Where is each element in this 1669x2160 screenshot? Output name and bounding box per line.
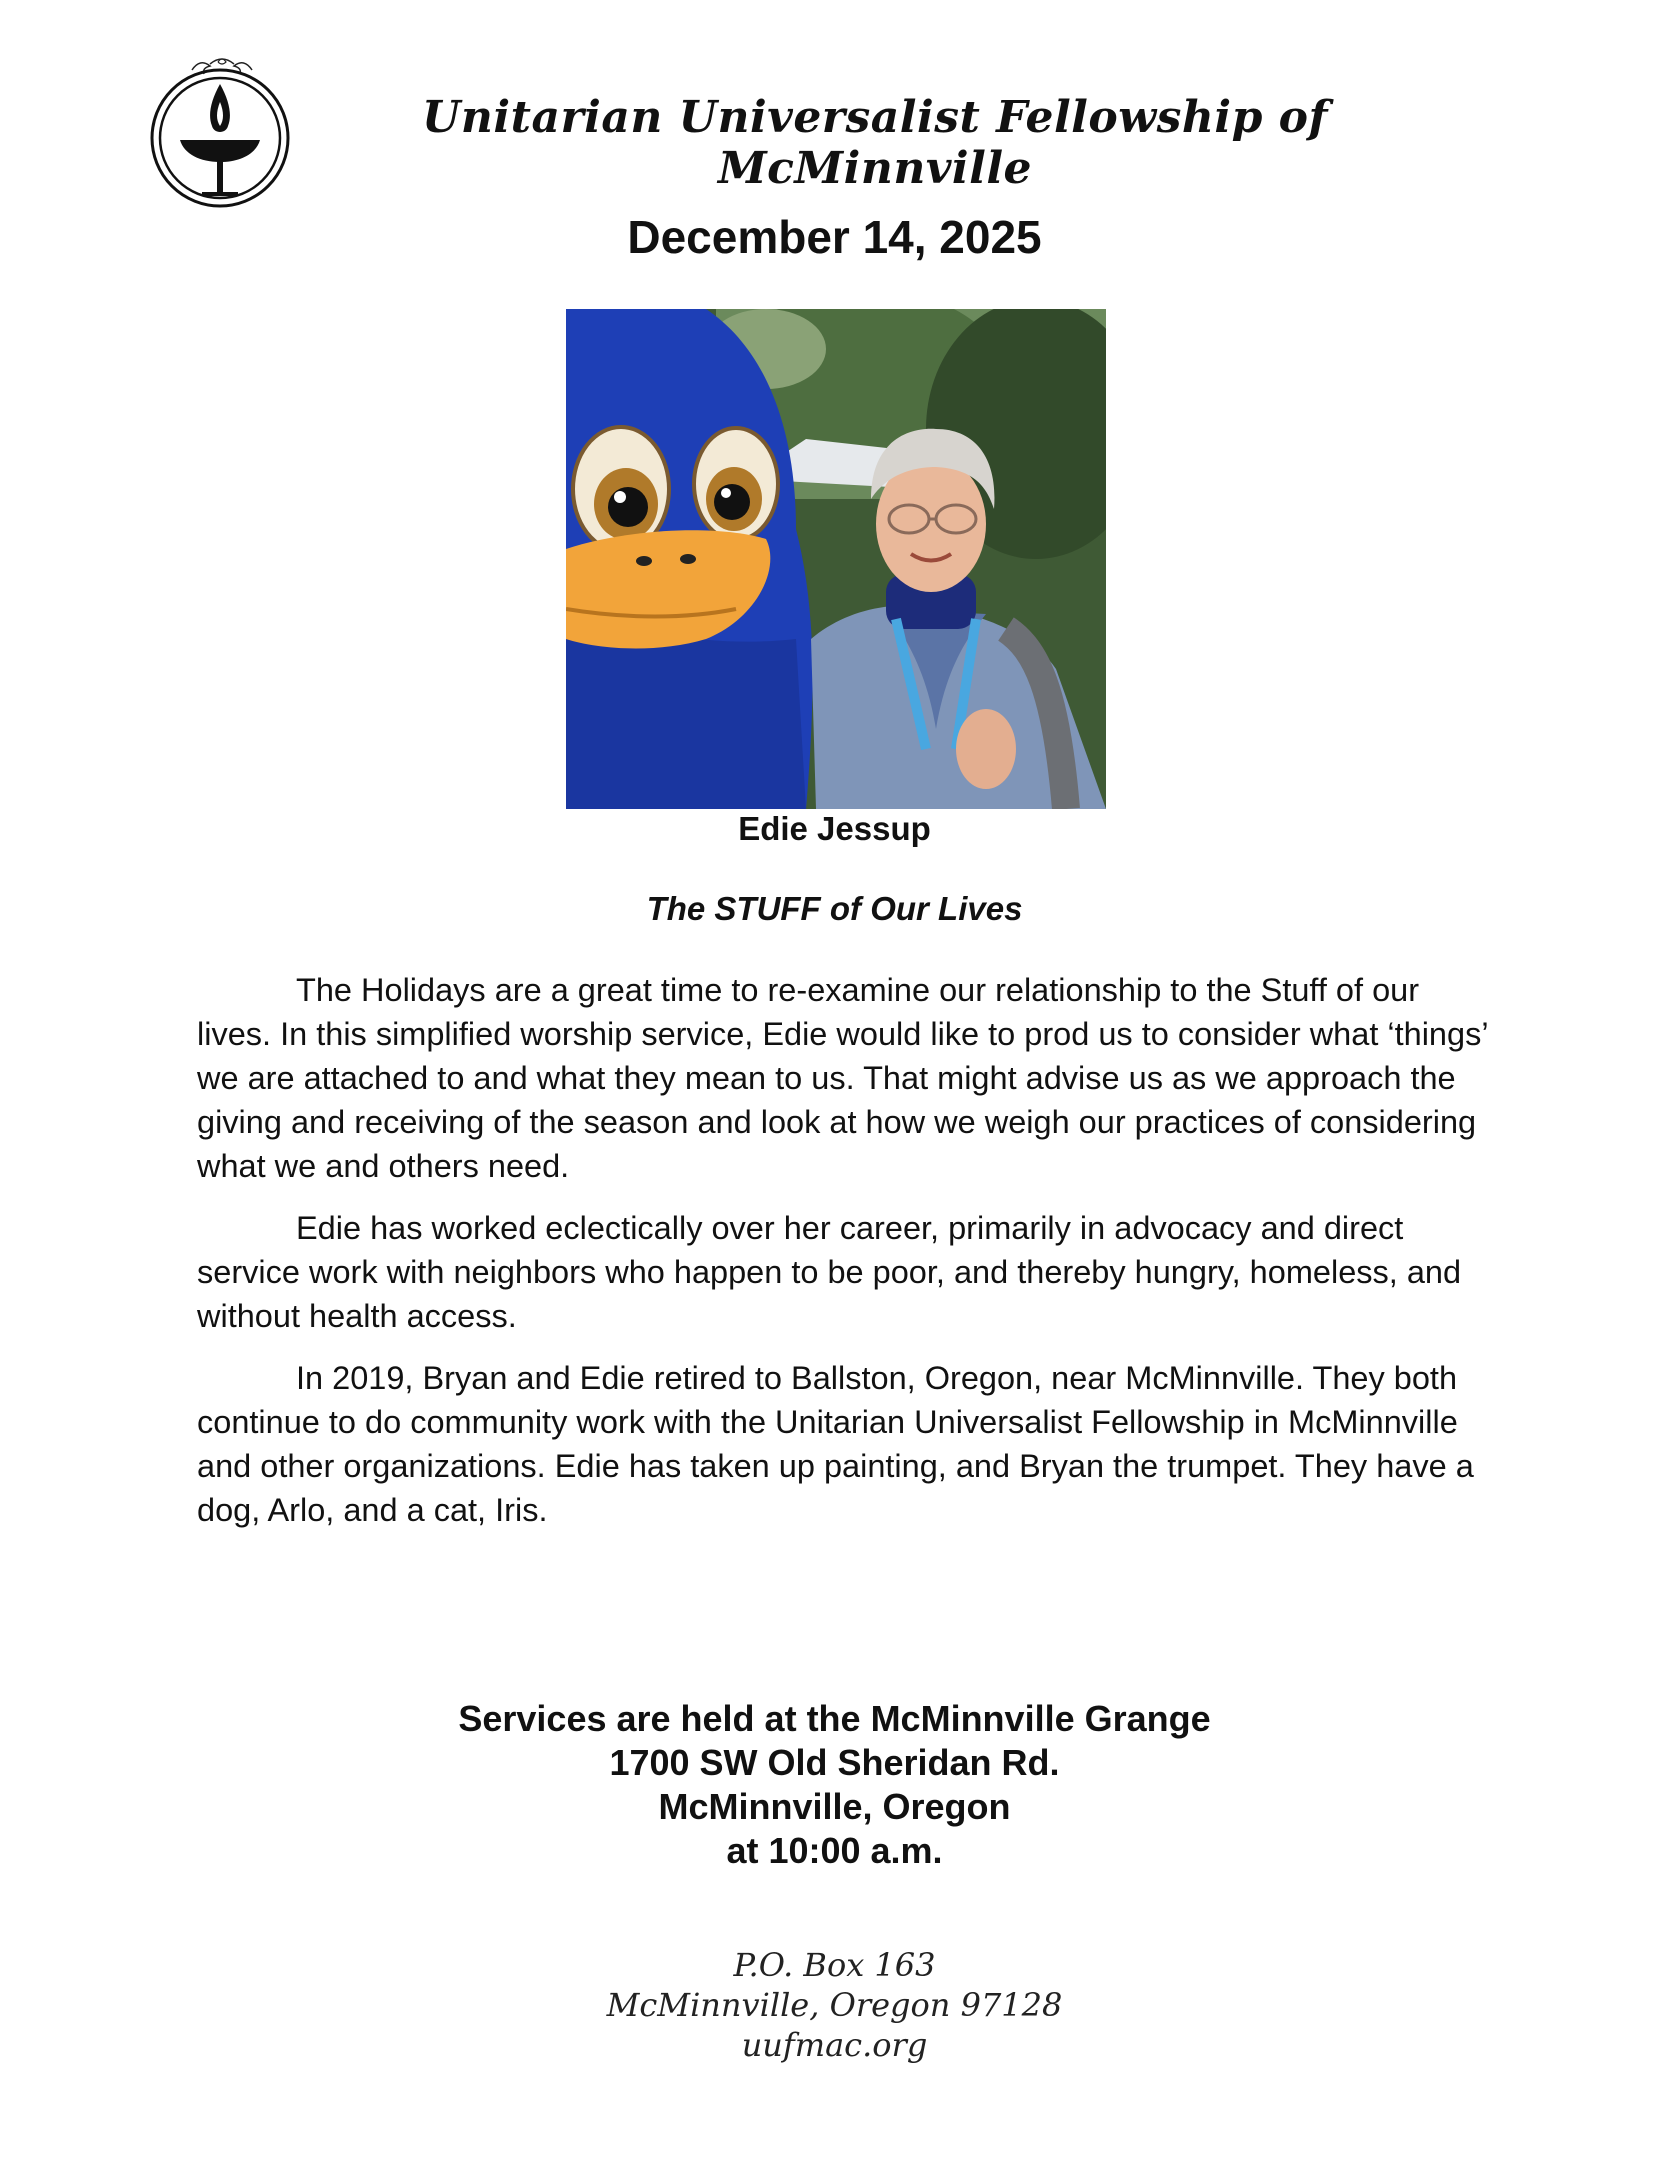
location-address: 1700 SW Old Sheridan Rd. xyxy=(609,1742,1060,1783)
organization-name: Unitarian Universalist Fellowship of McMinnville xyxy=(422,92,1328,194)
paragraph: In 2019, Bryan and Edie retired to Ballston, Oregon, near McMinnville. They both continue to do community work with the Unitarian Universalist Fellowship in McMinnville and other organizations. Edie has taken up painting, and Bryan the trumpet. They have a dog, Arlo, and a cat, Iris. xyxy=(197,1360,1474,1528)
service-time: at 10:00 a.m. xyxy=(726,1830,943,1871)
speaker-photo xyxy=(566,309,1106,809)
location-city: McMinnville, Oregon xyxy=(658,1786,1011,1827)
speaker-name: Edie Jessup xyxy=(738,810,931,847)
paragraph: Edie has worked eclectically over her career, primarily in advocacy and direct service work with neighbors who happen to be poor, and thereby hungry, homeless, and without health access. xyxy=(197,1210,1462,1334)
po-box: P.O. Box 163 xyxy=(733,1946,936,1984)
website-link[interactable]: uufmac.org xyxy=(741,2026,928,2064)
paragraph: The Holidays are a great time to re-examine our relationship to the Stuff of our lives. In this simplified worship service, Edie would like to prod us to consider what ‘things’ we are attached to and what they mean to us. That might advise us as we approach the giving and receiving of the season and look at how we weigh our practices of considering what we and others need. xyxy=(197,972,1488,1184)
location-line: Services are held at the McMinnville Grange xyxy=(458,1698,1211,1739)
flaming-chalice-icon xyxy=(140,50,305,210)
service-date: December 14, 2025 xyxy=(627,211,1042,263)
mailing-address xyxy=(0,1945,1669,2065)
sermon-description xyxy=(197,968,1497,1550)
sermon-title: The STUFF of Our Lives xyxy=(646,890,1023,927)
city-zip: McMinnville, Oregon 97128 xyxy=(606,1986,1063,2024)
service-location xyxy=(0,1697,1669,1873)
